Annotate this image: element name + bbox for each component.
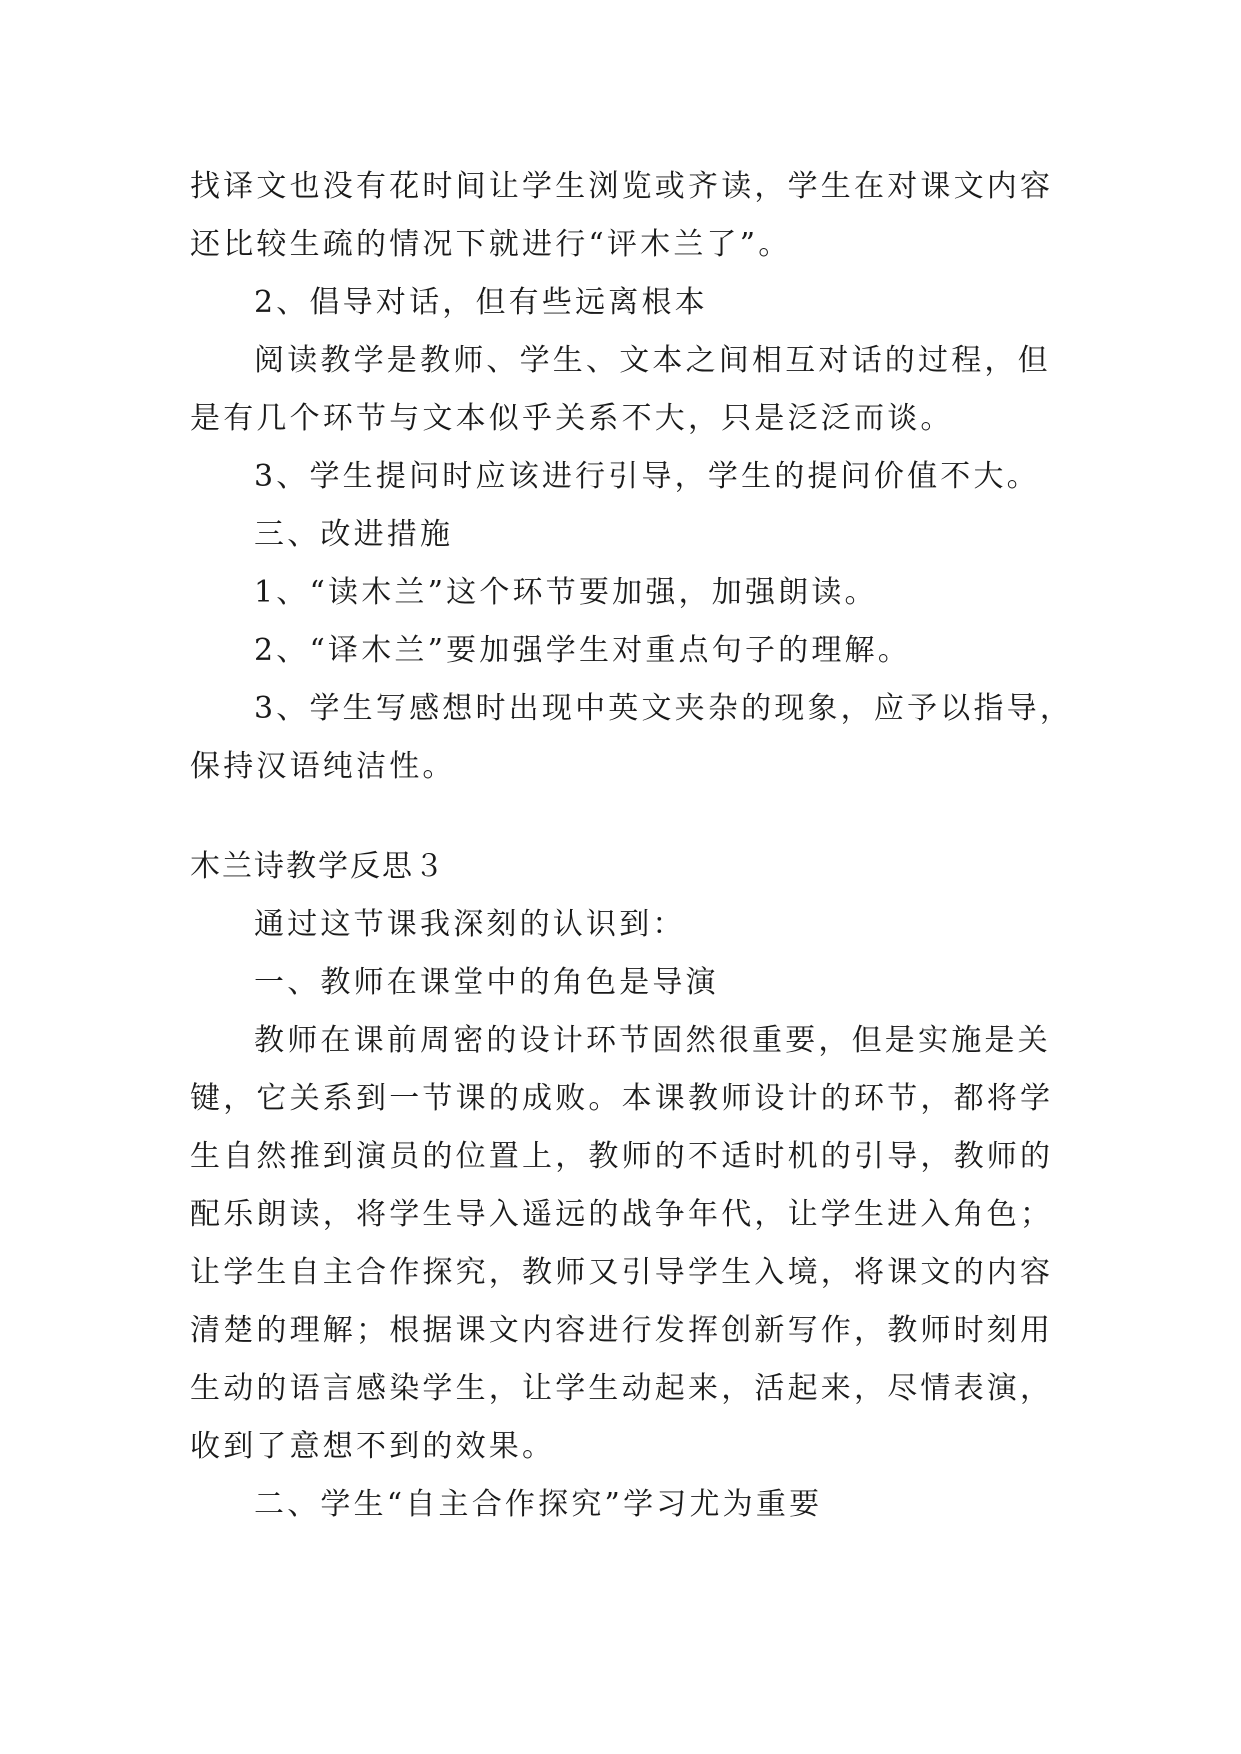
paragraph-line: 让学生自主合作探究，教师又引导学生入境，将课文的内容 xyxy=(190,1255,1054,1290)
section-heading: 一、教师在课堂中的角色是导演 xyxy=(254,965,719,1000)
intro-line: 通过这节课我深刻的认识到： xyxy=(254,907,686,942)
paragraph-line: 生自然推到演员的位置上，教师的不适时机的引导，教师的 xyxy=(190,1139,1054,1174)
section-gap xyxy=(190,796,1070,838)
paragraph-line: 教师在课前周密的设计环节固然很重要，但是实施是关 xyxy=(254,1023,1051,1058)
section-heading: 三、改进措施 xyxy=(254,517,454,552)
paragraph-line: 配乐朗读，将学生导入遥远的战争年代，让学生进入角色； xyxy=(190,1197,1054,1232)
paragraph-line: 找译文也没有花时间让学生浏览或齐读，学生在对课文内容 xyxy=(190,169,1054,204)
list-item-continuation: 保持汉语纯洁性。 xyxy=(190,749,456,784)
paragraph-line: 阅读教学是教师、学生、文本之间相互对话的过程，但 xyxy=(254,343,1051,378)
document-body xyxy=(190,158,1074,1534)
list-item: 1、“读木兰”这个环节要加强，加强朗读。 xyxy=(254,575,878,610)
subheading: 3、学生提问时应该进行引导，学生的提问价值不大。 xyxy=(254,459,1040,494)
paragraph-line: 键，它关系到一节课的成败。本课教师设计的环节，都将学 xyxy=(190,1081,1054,1116)
paragraph-line: 收到了意想不到的效果。 xyxy=(190,1429,556,1464)
paragraph-line: 生动的语言感染学生，让学生动起来，活起来，尽情表演， xyxy=(190,1371,1054,1406)
list-item: 2、“译木兰”要加强学生对重点句子的理解。 xyxy=(254,633,911,668)
paragraph-line: 还比较生疏的情况下就进行“评木兰了”。 xyxy=(190,227,792,262)
section-heading: 二、学生“自主合作探究”学习尤为重要 xyxy=(254,1487,823,1522)
article-title: 木兰诗教学反思３ xyxy=(190,849,446,884)
subheading: 2、倡导对话，但有些远离根本 xyxy=(254,285,708,320)
list-item: 3、学生写感想时出现中英文夹杂的现象，应予以指导， xyxy=(254,691,1074,726)
paragraph-line: 清楚的理解；根据课文内容进行发挥创新写作，教师时刻用 xyxy=(190,1313,1054,1348)
paragraph-line: 是有几个环节与文本似乎关系不大，只是泛泛而谈。 xyxy=(190,401,954,436)
